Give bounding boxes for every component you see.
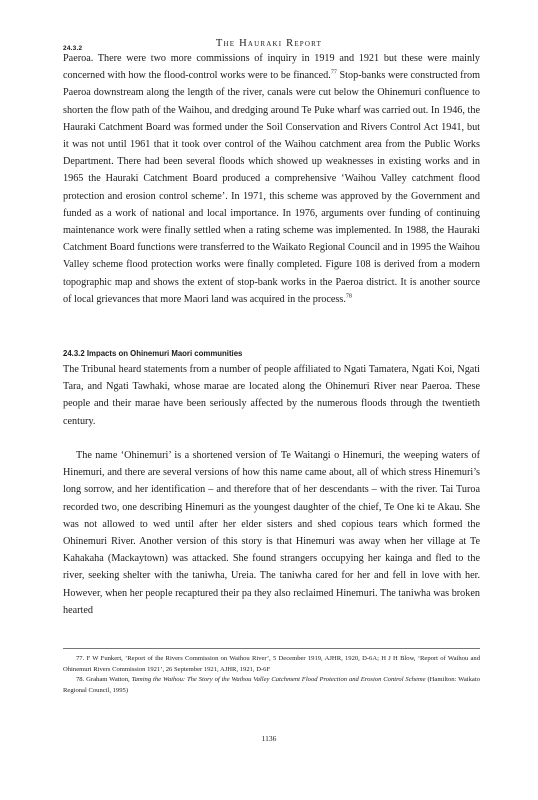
body-paragraph-1: [63, 50, 480, 308]
footnote-78-suffix: (Hamilton: Waikato Regional Council, 1995): [63, 676, 480, 694]
footnote-77: 77. F W Funkert, ‘Report of the Rivers Commission on Waihou River’, 5 December 1919, AJHR, 1920, D-6A; H J H Blow, ‘Report of Waihou and Ohinemuri Rivers Commission 1921’, 26 September 1921, AJHR, 1921, D-6F: [63, 655, 480, 673]
section-number: 24.3.2: [63, 45, 83, 52]
body-paragraph-3: The name ‘Ohinemuri’ is a shortened version of Te Waitangi o Hinemuri, the weeping waters of Hinemuri, and there are several versions of how this name came about, all of which stress Hinemuri’s long sorrow, and her identification – and therefore that of her descendants – with the river. Tai Turoa recorded two, one describing Hinemuri as the youngest daughter of the chief, Te One ki te Akau. She was not allowed to wed until after her elder sisters and shed copious tears which formed the Ohinemuri River. Another version of this story is that Hinemuri was away when her village at Te Kahakaha (Mackaytown) was attacked. She found strangers occupying her kainga and fled to the river, seeking shelter with the taniwha, Ureia. The taniwha cared for her and fell in love with her. However, when her people recaptured their pa they also reclaimed Hinemuri. The taniwha was broken hearted: [63, 450, 480, 616]
footnote-divider: [63, 648, 480, 649]
paragraph-1-continuation: Stop-banks were constructed from Paeroa downstream along the length of the river, canals were cut below the Ohinemuri confluence to shorten the flow path of the Waihou, and dredging around Te Puke wharf was carried out. In 1946, the Hauraki Catchment Board was formed under the Soil Conservation and Rivers Control Act 1941, but it was not until 1961 that it took over control of the Waihou catchment area from the Public Works Department. There had been several floods which showed up weaknesses in existing works and in 1965 the Hauraki Catchment Board produced a comprehensive ‘Waihou Valley catchment flood protection and erosion control scheme’. In 1971, this scheme was approved by the Government and funded as a work of national and local importance. In 1976, arguments over funding of continuing maintenance work were finally settled when a rating scheme was implemented. In 1988, the Hauraki Catchment Board functions were transferred to the Waikato Regional Council and in 1995 the Waihou Valley scheme flood protection works were finally completed. Figure 108 is derived from a modern topographic map and shows the extent of stop-bank works in the Paeroa district. It is another source of local grievances that more Maori land was acquired in the process.: [63, 70, 480, 305]
page-number: 1136: [261, 734, 277, 743]
footnote-78-prefix: 78. Graham Watton,: [76, 676, 132, 683]
paragraph-1-text: Paeroa. There were two more commissions of inquiry in 1919 and 1921 but these were mainly concerned with how the flood-control works were to be financed.: [63, 53, 480, 82]
footnote-78-title: Taming the Waihou: The Story of the Waihou Valley Catchment Flood Protection and Erosion Control Scheme: [131, 676, 426, 683]
section-subheading: 24.3.2 Impacts on Ohinemuri Maori communities: [63, 349, 243, 358]
running-head: The Hauraki Report: [215, 38, 323, 49]
footnote-78: [63, 675, 480, 696]
footnote-ref-78: 78: [345, 293, 352, 300]
body-paragraph-2: The Tribunal heard statements from a number of people affiliated to Ngati Tamatera, Ngati Koi, Ngati Tara, and Ngati Tawhaki, whose marae are located along the Ohinemuri River near Paeroa. These people and their marae have been seriously affected by the numerous floods through the twentieth century.: [63, 364, 480, 427]
footnote-ref-77: 77: [330, 69, 337, 76]
